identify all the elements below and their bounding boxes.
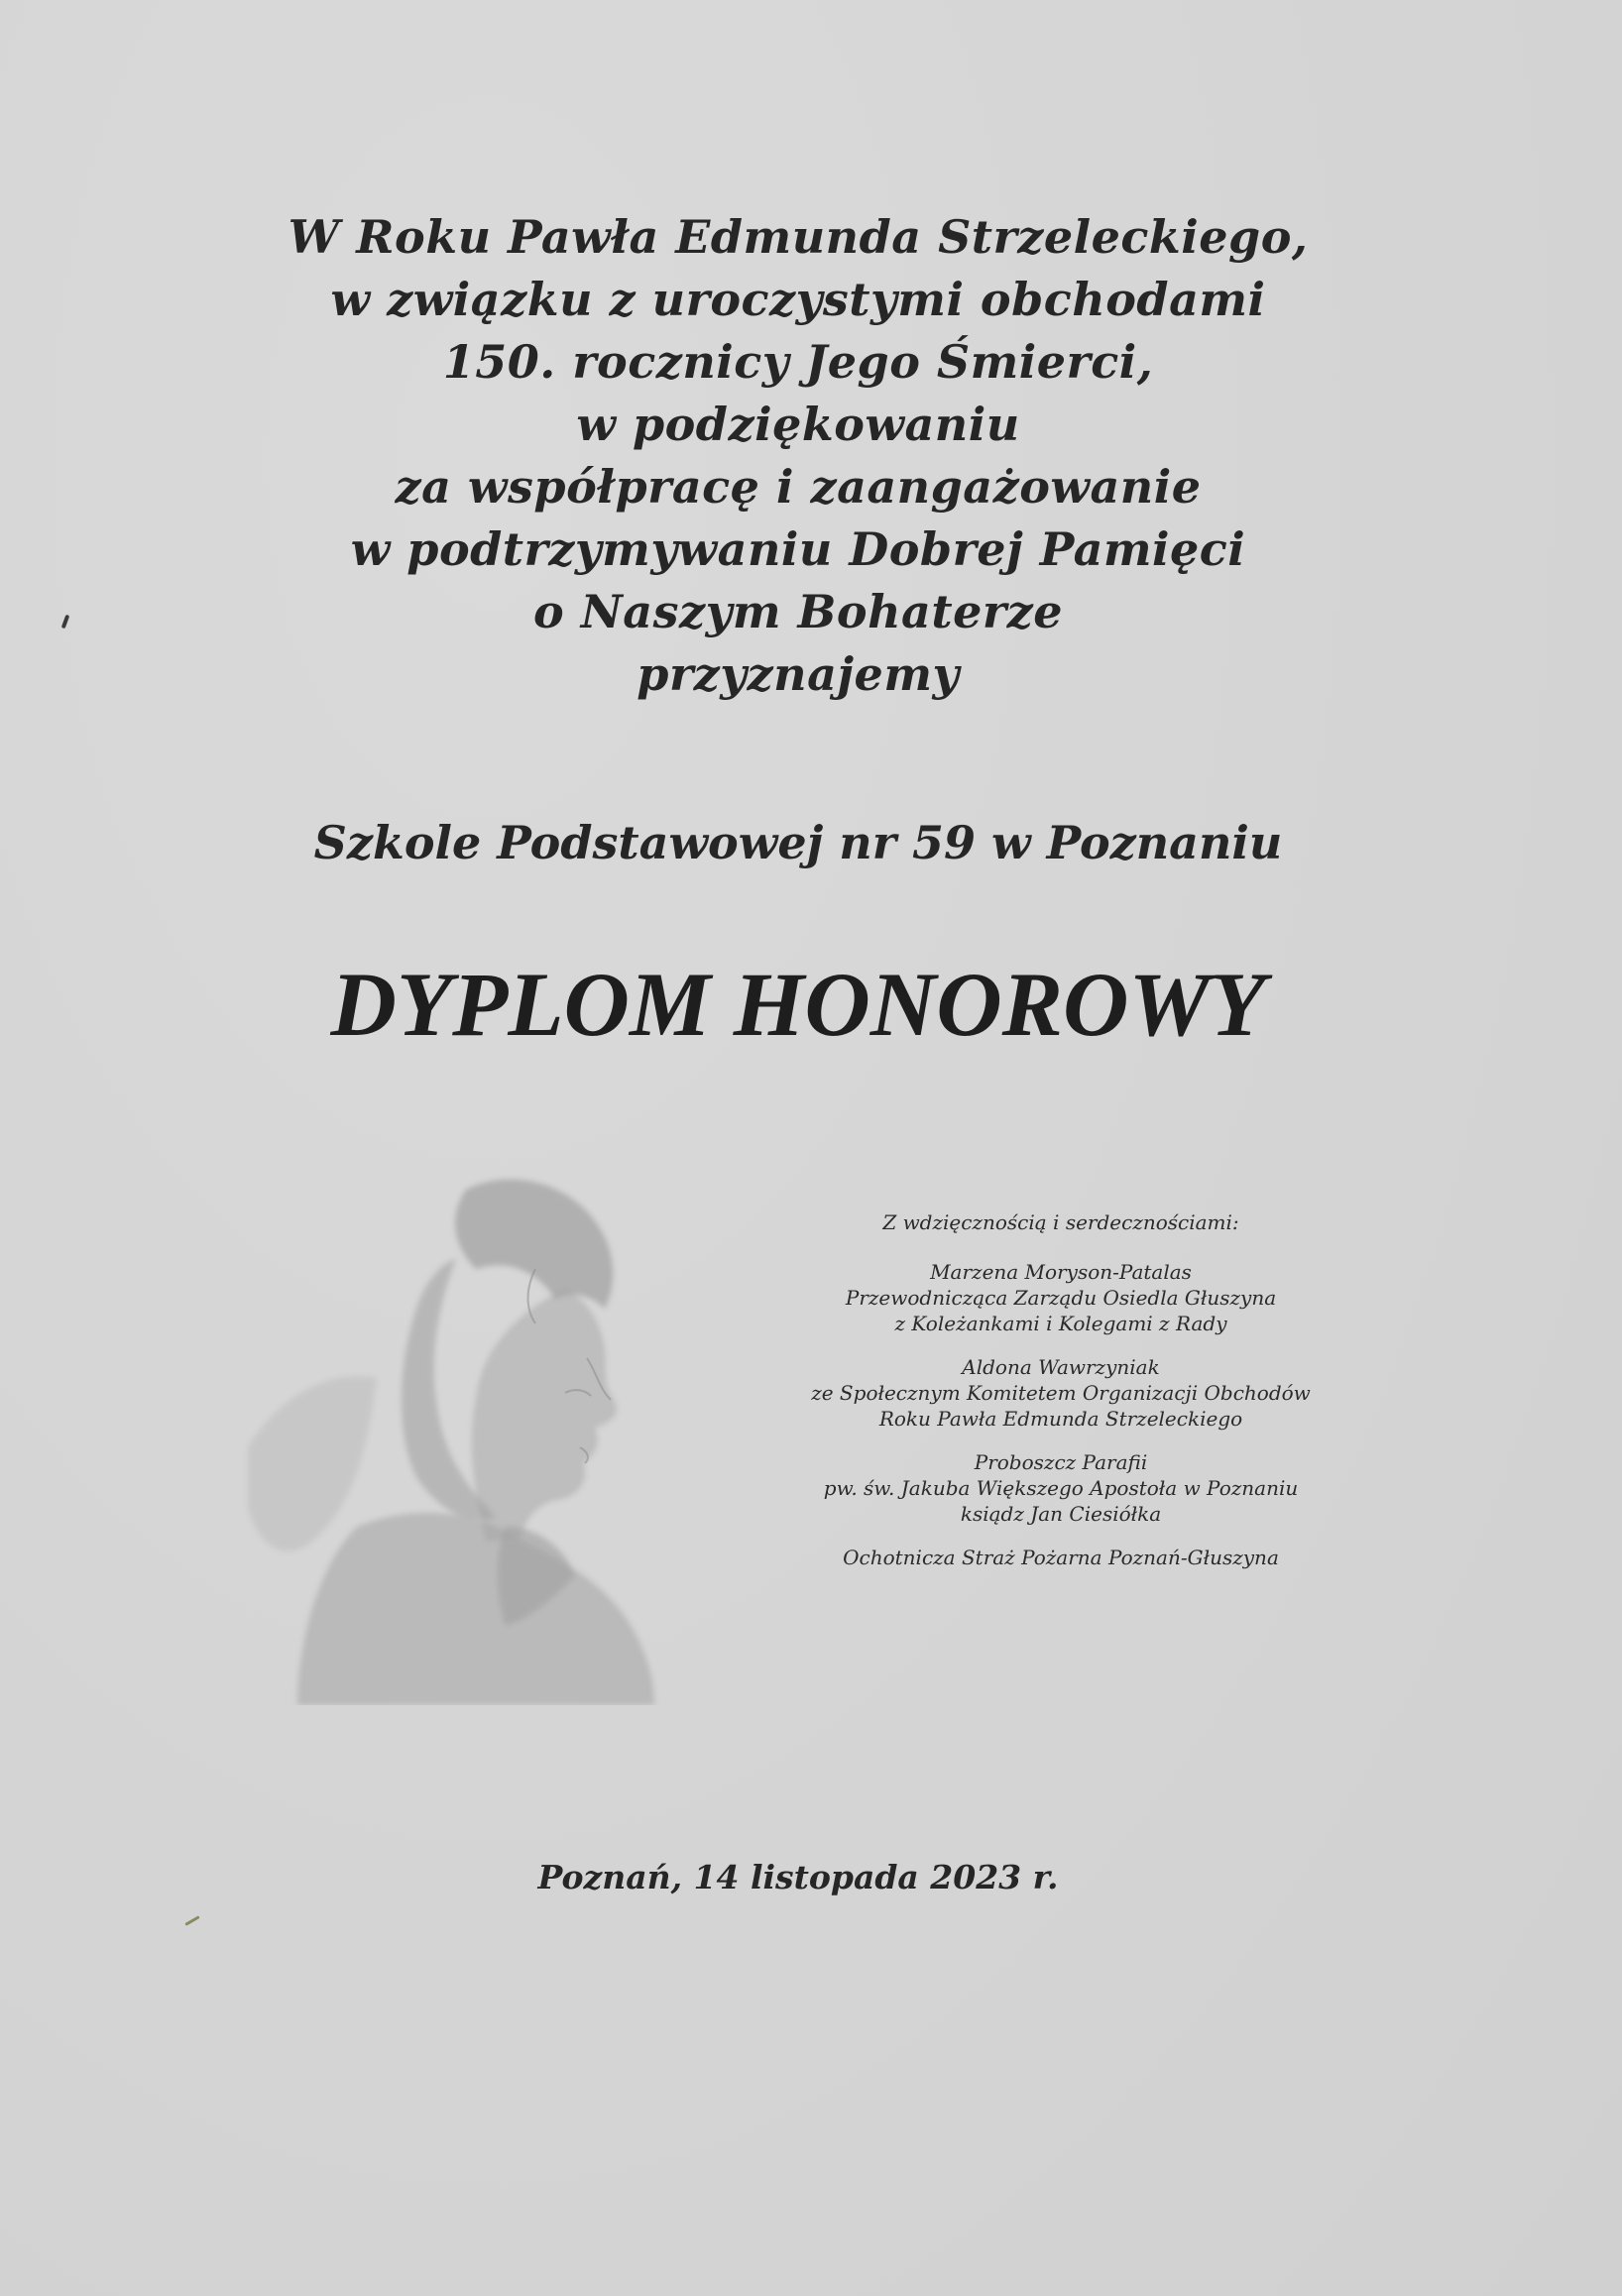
signature-line: ksiądz Jan Ciesiółka	[960, 1502, 1162, 1526]
intro-line: o Naszym Bohaterze	[533, 585, 1063, 638]
intro-line: w podziękowaniu	[576, 398, 1020, 451]
intro-line: 150. rocznicy Jego Śmierci,	[442, 335, 1154, 389]
signature-line: pw. św. Jakuba Większego Apostoła w Poznaniu	[823, 1476, 1299, 1500]
signature-line: z Koleżankami i Kolegami z Rady	[894, 1312, 1227, 1335]
intro-line: przyznajemy	[637, 647, 960, 701]
signature-line: ze Społecznym Komitetem Organizacji Obchodów	[811, 1381, 1311, 1405]
signature-line: Roku Pawła Edmunda Strzeleckiego	[878, 1407, 1243, 1431]
signature-block	[714, 1449, 1408, 1527]
signature-line: Marzena Moryson-Patalas	[930, 1260, 1192, 1284]
portrait-sketch-icon	[238, 1150, 704, 1705]
signature-line: Ochotnicza Straż Pożarna Poznań-Głuszyna	[843, 1546, 1279, 1569]
signature-block	[714, 1354, 1408, 1432]
signature-block	[714, 1259, 1408, 1336]
signature-block	[714, 1545, 1408, 1570]
intro-line: w podtrzymywaniu Dobrej Pamięci	[350, 522, 1246, 576]
intro-line: za współpracę i zaangażowanie	[395, 460, 1202, 514]
signature-line: Aldona Wawrzyniak	[962, 1355, 1160, 1379]
signatures-section	[714, 1209, 1408, 1588]
intro-line: W Roku Pawła Edmunda Strzeleckiego,	[288, 210, 1309, 264]
signature-line: Proboszcz Parafii	[974, 1450, 1148, 1474]
intro-text	[0, 206, 1596, 706]
scan-speck	[184, 1915, 199, 1926]
signature-line: Przewodnicząca Zarządu Osiedla Głuszyna	[845, 1286, 1277, 1310]
diploma-title: DYPLOM HONOROWY	[330, 954, 1266, 1055]
thanks-line: Z wdzięcznością i serdecznościami:	[882, 1210, 1239, 1234]
recipient-name: Szkole Podstawowej nr 59 w Poznaniu	[313, 816, 1283, 869]
issue-date: Poznań, 14 listopada 2023 r.	[537, 1858, 1059, 1896]
intro-line: w związku z uroczystymi obchodami	[330, 273, 1266, 326]
